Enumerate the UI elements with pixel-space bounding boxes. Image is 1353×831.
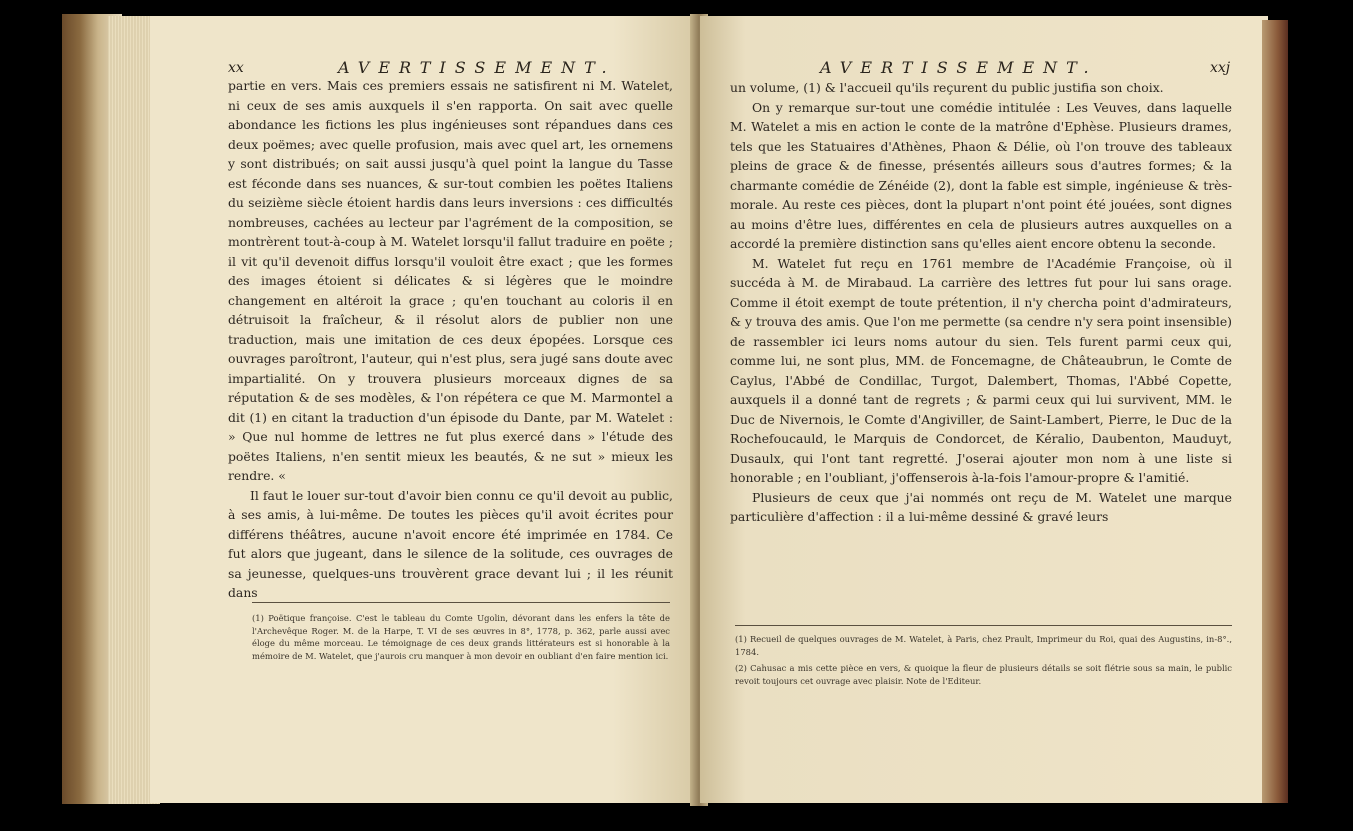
left-running-title: AVERTISSEMENT.: [338, 58, 616, 77]
right-footnotes: [735, 633, 1232, 691]
right-footnote-1: (1) Recueil de quelques ouvrages de M. Watelet, à Paris, chez Prault, Imprimeur du Roi, quai des Augustins, in-8°., 1784.: [735, 634, 1232, 657]
left-folio: xx: [228, 60, 244, 76]
left-body: [228, 76, 673, 603]
left-footnote-1: (1) Poëtique françoise. C'est le tableau du Comte Ugolin, dévorant dans les enfers la tête de l'Archevêque Roger. M. de la Harpe, T. VI de ses œuvres in 8°, 1778, p. 362, parle aussi avec éloge du même morceau. Le témoignage de ces deux grands littérateurs est si honorable à la mémoire de M. Watelet, que j'aurois cru manquer à mon devoir en oubliant d'en faire mention ici.: [252, 613, 670, 661]
left-footnote-rule: [252, 602, 670, 603]
right-footnote-rule: [735, 625, 1232, 626]
right-footnote-2: (2) Cahusac a mis cette pièce en vers, & quoique la fleur de plusieurs détails se soit flétrie sous sa main, le public revoit toujours cet ouvrage avec plaisir. Note de l'Editeur.: [735, 663, 1232, 686]
right-paragraph-4: Plusieurs de ceux que j'ai nommés ont reçu de M. Watelet une marque particulière d'affection : il a lui-même dessiné & gravé leurs: [730, 489, 1232, 524]
right-paragraph-2: On y remarque sur-tout une comédie intitulée : Les Veuves, dans laquelle M. Watelet a mis en action le conte de la matrône d'Ephèse. Plusieurs drames, tels que les Statuaires d'Athènes, Phaon & Délie, où l'on trouve des tableaux pleins de grace & de finesse, présentés ailleurs sous d'autres formes; & la charmante comédie de Zénéide (2), dont la fable est simple, ingénieuse & très-morale. Au reste ces pièces, dont la plupart n'ont point été jouées, sont dignes au moins d'être lues, différentes en cela de plusieurs autres auxquelles on a accordé la première distinction sans qu'elles aient encore obtenu la seconde.: [730, 99, 1232, 251]
left-paragraph-1: partie en vers. Mais ces premiers essais ne satisfirent ni M. Watelet, ni ceux de ses amis auxquels il s'en rapporta. On sait avec quelle abondance les fictions les plus ingénieuses sont répandues dans ces deux poëmes; avec quelle profusion, mais avec quel art, les ornemens y sont distribués; on sait aussi jusqu'à quel point la langue du Tasse est féconde dans ses nuances, & sur-tout combien les poëtes Italiens du seizième siècle étoient hardis dans leurs inversions : ces difficultés nombreuses, cachées au lecteur par l'agrément de la composition, se montrèrent tout-à-coup à M. Watelet lorsqu'il fallut traduire en poëte ; il vit qu'il devenoit diffus lorsqu'il vouloit être exact ; que les formes des images étoient si délicates & si légères que le moindre changement en altéroit la grace ; qu'en touchant au coloris il en détruisoit la fraîcheur, & il résolut alors de publier non une traduction, mais une imitation de ces deux épopées. Lorsque ces ouvrages paroîtront, l'auteur, qui n'est plus, sera jugé sans doute avec impartialité. On y trouvera plusieurs morceaux dignes de sa réputation & de ses modèles, & l'on répétera ce que M. Marmontel a dit (1) en citant la traduction d'un épisode du Dante, par M. Watelet : » Que nul homme de lettres ne fut plus exercé dans » l'étude des poëtes Italiens, n'en sentit mieux les beautés, & ne sut » mieux les rendre. «: [228, 78, 673, 483]
right-body: [730, 78, 1232, 527]
right-paragraph-1: un volume, (1) & l'accueil qu'ils reçurent du public justifia son choix.: [730, 80, 1164, 95]
right-running-title: AVERTISSEMENT.: [820, 58, 1098, 77]
right-folio: xxj: [1210, 60, 1231, 76]
left-paragraph-2: Il faut le louer sur-tout d'avoir bien connu ce qu'il devoit au public, à ses amis, à lui-même. De toutes les pièces qu'il avoit écrites pour différens théâtres, aucune n'avoit encore été imprimée en 1784. Ce fut alors que jugeant, dans le silence de la solitude, ces ouvrages de sa jeunesse, quelques-uns trouvèrent grace devant lui ; il les réunit dans: [228, 487, 673, 600]
book-cover-edge-right: [1262, 20, 1288, 803]
left-footnotes: [252, 612, 670, 666]
right-paragraph-3: M. Watelet fut reçu en 1761 membre de l'Académie Françoise, où il succéda à M. de Mirabaud. La carrière des lettres fut pour lui sans orage. Comme il étoit exempt de toute prétention, il n'y chercha point d'admirateurs, & y trouva des amis. Que l'on me permette (sa cendre n'y sera point insensible) de rassembler ici leurs noms autour du sien. Tels furent parmi ceux qui, comme lui, ne sont plus, MM. de Foncemagne, de Châteaubrun, le Comte de Caylus, l'Abbé de Condillac, Turgot, Dalembert, Thomas, l'Abbé Copette, auxquels il a donné tant de regrets ; & parmi ceux qui lui survivent, MM. le Duc de Nivernois, le Comte d'Angiviller, de Saint-Lambert, Pierre, le Duc de la Rochefoucauld, le Marquis de Condorcet, de Kéralio, Daubenton, Mauduyt, Dusaulx, qui l'ont tant regretté. J'oserai ajouter mon nom à une liste si honorable ; en l'oubliant, j'offenserois à-la-fois l'amour-propre & l'amitié.: [730, 255, 1232, 485]
